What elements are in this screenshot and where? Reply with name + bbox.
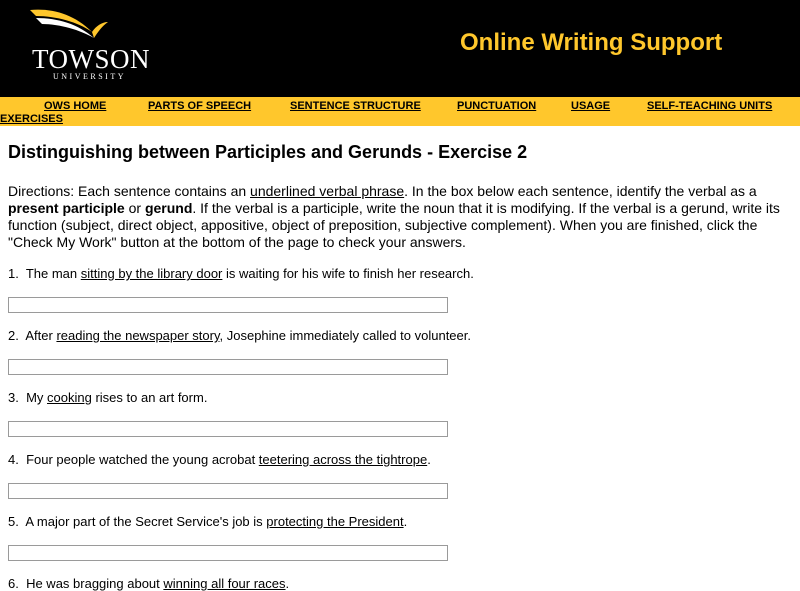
verbal-phrase: teetering across the tightrope xyxy=(258,452,428,467)
question-6 xyxy=(8,576,289,591)
question-text-after: is waiting for his wife to finish her research. xyxy=(222,266,474,281)
verbal-phrase: reading the newspaper story xyxy=(56,328,220,343)
question-text-before: He was bragging about xyxy=(26,576,164,591)
directions-mid-1: . In the box below each sentence, identify the verbal as a xyxy=(404,183,757,199)
question-text-after: rises to an art form. xyxy=(91,390,208,405)
question-4 xyxy=(8,452,431,467)
question-text-before: The man xyxy=(25,266,81,281)
question-text-before: A major part of the Secret Service's job is xyxy=(25,514,267,529)
answer-input-3[interactable] xyxy=(8,421,448,437)
verbal-phrase: cooking xyxy=(47,390,92,405)
directions-rest: . If the verbal is a participle, write the noun that it is modifying. If the verbal is a gerund, write its function (subject, direct object, appositive, object of preposition, subjective complement). When you are finished, click the "Check My Work" button at the bottom of the page to check your answers. xyxy=(8,200,780,250)
nav-sentence-structure[interactable]: SENTENCE STRUCTURE xyxy=(290,100,421,112)
question-number: 2. xyxy=(8,328,19,343)
question-2 xyxy=(8,328,471,343)
question-5 xyxy=(8,514,407,529)
question-text-after: . xyxy=(403,514,408,529)
nav-exercises[interactable]: EXERCISES xyxy=(0,113,63,125)
nav-usage[interactable]: USAGE xyxy=(571,100,611,112)
logo-subtitle: UNIVERSITY xyxy=(53,72,126,81)
question-text-before: After xyxy=(25,328,57,343)
question-text-after: . xyxy=(285,576,290,591)
question-text-after: . xyxy=(427,452,431,467)
site-title: Online Writing Support xyxy=(460,29,723,56)
nav-punctuation[interactable]: PUNCTUATION xyxy=(457,100,537,112)
question-1 xyxy=(8,266,474,281)
verbal-phrase: protecting the President xyxy=(266,514,404,529)
directions xyxy=(8,183,792,251)
nav-self-teaching-units[interactable]: SELF-TEACHING UNITS xyxy=(647,100,773,112)
directions-lead: Directions: Each sentence contains an xyxy=(8,183,251,199)
question-number: 6. xyxy=(8,576,19,591)
flame-icon xyxy=(22,6,152,46)
question-number: 1. xyxy=(8,266,19,281)
question-text-before: My xyxy=(26,390,48,405)
question-number: 3. xyxy=(8,390,19,405)
verbal-phrase: sitting by the library door xyxy=(80,266,223,281)
answer-input-2[interactable] xyxy=(8,359,448,375)
directions-mid-2: or xyxy=(124,200,145,216)
question-text-after: , Josephine immediately called to volunteer. xyxy=(219,328,471,343)
answer-input-1[interactable] xyxy=(8,297,448,313)
verbal-phrase: winning all four races xyxy=(163,576,286,591)
question-text-before: Four people watched the young acrobat xyxy=(26,452,259,467)
page-title: Distinguishing between Participles and Gerunds - Exercise 2 xyxy=(8,142,528,162)
question-3 xyxy=(8,390,207,405)
nav-ows-home[interactable]: OWS HOME xyxy=(44,100,107,112)
main-nav xyxy=(0,97,800,126)
answer-input-4[interactable] xyxy=(8,483,448,499)
directions-bold-participle: present participle xyxy=(8,200,125,216)
directions-underlined: underlined verbal phrase xyxy=(250,183,405,199)
question-number: 5. xyxy=(8,514,19,529)
directions-bold-gerund: gerund xyxy=(144,200,193,216)
towson-logo[interactable] xyxy=(22,6,152,90)
question-number: 4. xyxy=(8,452,19,467)
logo-name: TOWSON xyxy=(32,44,151,74)
answer-input-5[interactable] xyxy=(8,545,448,561)
nav-parts-of-speech[interactable]: PARTS OF SPEECH xyxy=(148,100,252,112)
site-header xyxy=(0,0,800,97)
